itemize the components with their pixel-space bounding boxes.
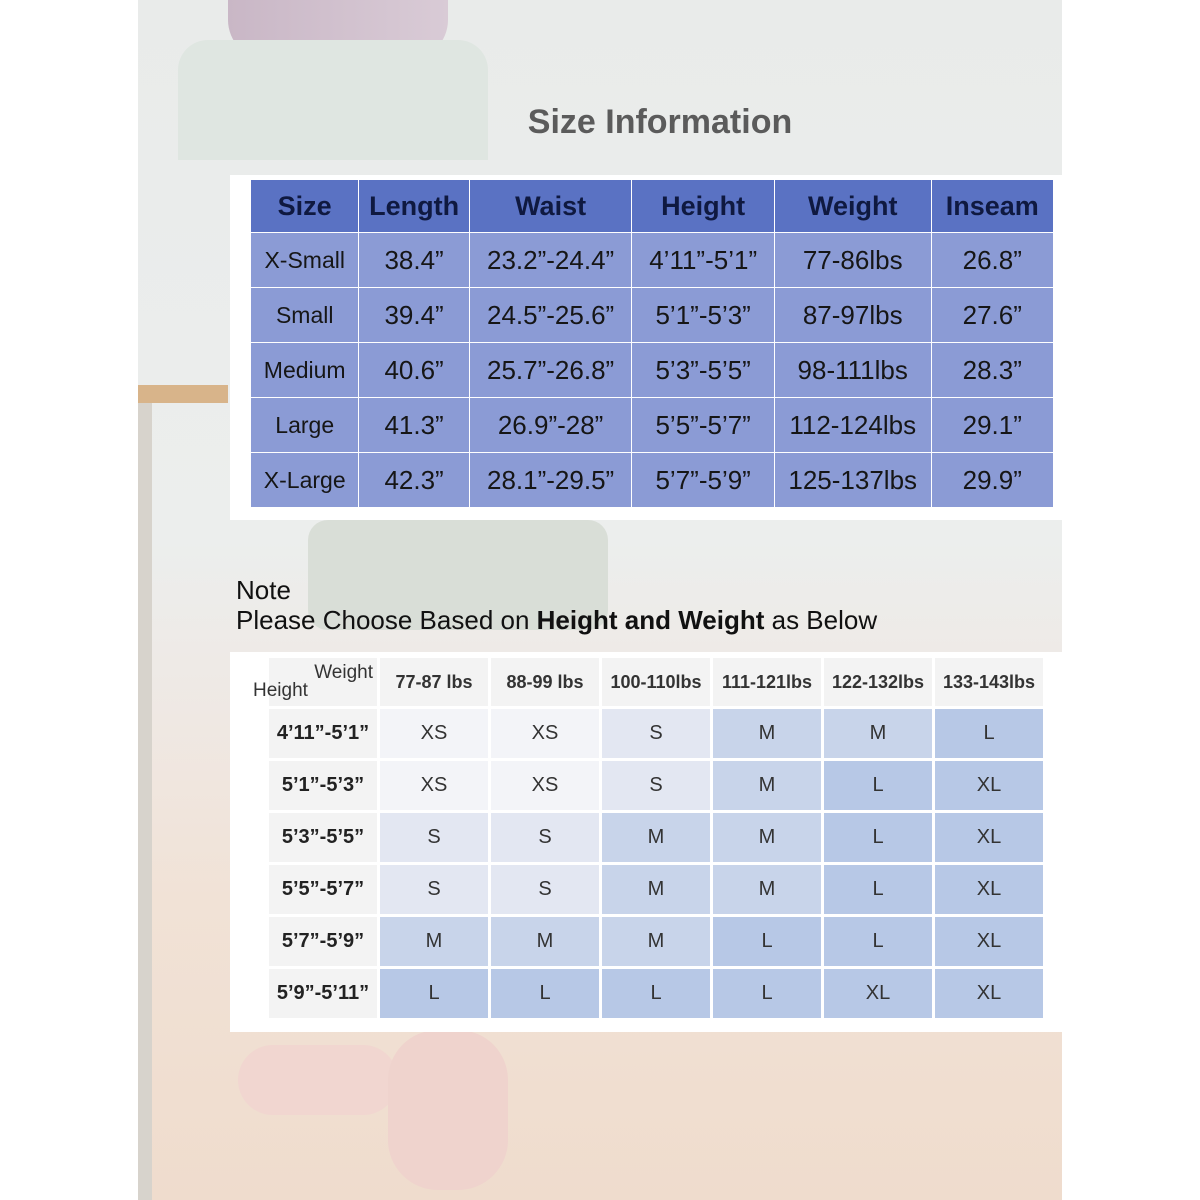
size-recommendation-cell: XS [491,761,599,810]
size-recommendation-cell: S [491,865,599,914]
size-recommendation-cell: M [491,917,599,966]
size-value-cell: 42.3” [359,453,469,508]
weight-col-header: 122-132lbs [824,658,932,706]
size-recommendation-cell: XL [935,917,1043,966]
ballet-shoe-right [388,1030,508,1190]
size-col-header: Waist [469,180,632,233]
note [236,575,877,635]
size-row [251,233,1054,288]
size-col-header: Inseam [931,180,1054,233]
size-recommendation-cell: M [380,917,488,966]
height-row [269,709,1043,758]
ballet-barre [138,385,228,403]
size-label-cell: Large [251,398,359,453]
corner-weight-label: Weight [314,662,373,683]
size-value-cell: 41.3” [359,398,469,453]
size-table [250,179,1054,508]
size-recommendation-cell: L [380,969,488,1018]
size-label-cell: Small [251,288,359,343]
size-value-cell: 4’11”-5’1” [632,233,775,288]
size-label-cell: X-Small [251,233,359,288]
size-value-cell: 23.2”-24.4” [469,233,632,288]
size-value-cell: 112-124lbs [774,398,931,453]
height-weight-panel [230,652,1062,1032]
size-recommendation-cell: XL [935,865,1043,914]
size-value-cell: 24.5”-25.6” [469,288,632,343]
size-recommendation-cell: M [602,917,710,966]
size-recommendation-cell: S [602,709,710,758]
note-heading: Note [236,575,291,605]
weight-col-header: 133-143lbs [935,658,1043,706]
size-label-cell: Medium [251,343,359,398]
size-recommendation-cell: L [824,865,932,914]
height-row-header: 5’7”-5’9” [269,917,377,966]
barre-pole [138,403,152,1200]
size-value-cell: 5’5”-5’7” [632,398,775,453]
size-recommendation-cell: S [491,813,599,862]
size-value-cell: 87-97lbs [774,288,931,343]
size-recommendation-cell: L [491,969,599,1018]
size-label-cell: X-Large [251,453,359,508]
size-col-header: Weight [774,180,931,233]
size-recommendation-cell: XL [935,813,1043,862]
height-row [269,813,1043,862]
size-value-cell: 5’3”-5’5” [632,343,775,398]
size-recommendation-cell: XS [491,709,599,758]
size-table-panel [230,175,1062,520]
height-row-header: 5’9”-5’11” [269,969,377,1018]
size-value-cell: 40.6” [359,343,469,398]
height-row [269,969,1043,1018]
size-value-cell: 26.8” [931,233,1054,288]
size-recommendation-cell: M [713,865,821,914]
size-value-cell: 5’1”-5’3” [632,288,775,343]
size-recommendation-cell: M [602,865,710,914]
size-recommendation-cell: L [935,709,1043,758]
note-line-prefix: Please Choose Based on [236,605,537,635]
height-row-header: 5’1”-5’3” [269,761,377,810]
size-recommendation-cell: M [713,709,821,758]
size-col-header: Height [632,180,775,233]
size-recommendation-cell: L [824,761,932,810]
size-value-cell: 125-137lbs [774,453,931,508]
size-recommendation-cell: M [602,813,710,862]
size-table-header [251,180,1054,233]
size-row [251,343,1054,398]
size-recommendation-cell: XL [824,969,932,1018]
pants-waistband [178,40,488,160]
size-recommendation-cell: M [713,761,821,810]
height-row [269,865,1043,914]
size-recommendation-cell: XS [380,761,488,810]
size-value-cell: 77-86lbs [774,233,931,288]
size-value-cell: 29.9” [931,453,1054,508]
size-recommendation-cell: S [380,865,488,914]
height-row-header: 5’3”-5’5” [269,813,377,862]
size-recommendation-cell: M [824,709,932,758]
size-recommendation-cell: L [713,917,821,966]
size-recommendation-cell: L [824,917,932,966]
size-value-cell: 25.7”-26.8” [469,343,632,398]
size-value-cell: 39.4” [359,288,469,343]
page-title: Size Information [527,103,793,141]
corner-cell [253,658,377,706]
size-value-cell: 26.9”-28” [469,398,632,453]
size-value-cell: 38.4” [359,233,469,288]
size-recommendation-cell: L [713,969,821,1018]
height-row [269,917,1043,966]
weight-col-header: 100-110lbs [602,658,710,706]
ballet-shoe-left [238,1045,398,1115]
size-col-header: Size [251,180,359,233]
size-recommendation-cell: M [713,813,821,862]
size-recommendation-cell: L [602,969,710,1018]
size-recommendation-cell: S [602,761,710,810]
size-recommendation-cell: XL [935,969,1043,1018]
height-row [269,761,1043,810]
size-col-header: Length [359,180,469,233]
note-line-bold: Height and Weight [536,605,765,635]
note-line [236,605,877,635]
size-row [251,398,1054,453]
height-weight-header [269,658,1043,706]
size-recommendation-cell: S [380,813,488,862]
size-value-cell: 98-111lbs [774,343,931,398]
height-weight-table [253,655,1046,1021]
weight-col-header: 111-121lbs [713,658,821,706]
note-line-suffix: as Below [764,605,878,635]
size-recommendation-cell: XS [380,709,488,758]
height-row-header: 4’11”-5’1” [269,709,377,758]
size-row [251,453,1054,508]
height-row-header: 5’5”-5’7” [269,865,377,914]
size-value-cell: 28.3” [931,343,1054,398]
weight-col-header: 77-87 lbs [380,658,488,706]
size-value-cell: 28.1”-29.5” [469,453,632,508]
corner-height-label: Height [253,680,308,701]
weight-col-header: 88-99 lbs [491,658,599,706]
size-value-cell: 5’7”-5’9” [632,453,775,508]
size-value-cell: 27.6” [931,288,1054,343]
size-value-cell: 29.1” [931,398,1054,453]
size-recommendation-cell: L [824,813,932,862]
size-row [251,288,1054,343]
size-recommendation-cell: XL [935,761,1043,810]
